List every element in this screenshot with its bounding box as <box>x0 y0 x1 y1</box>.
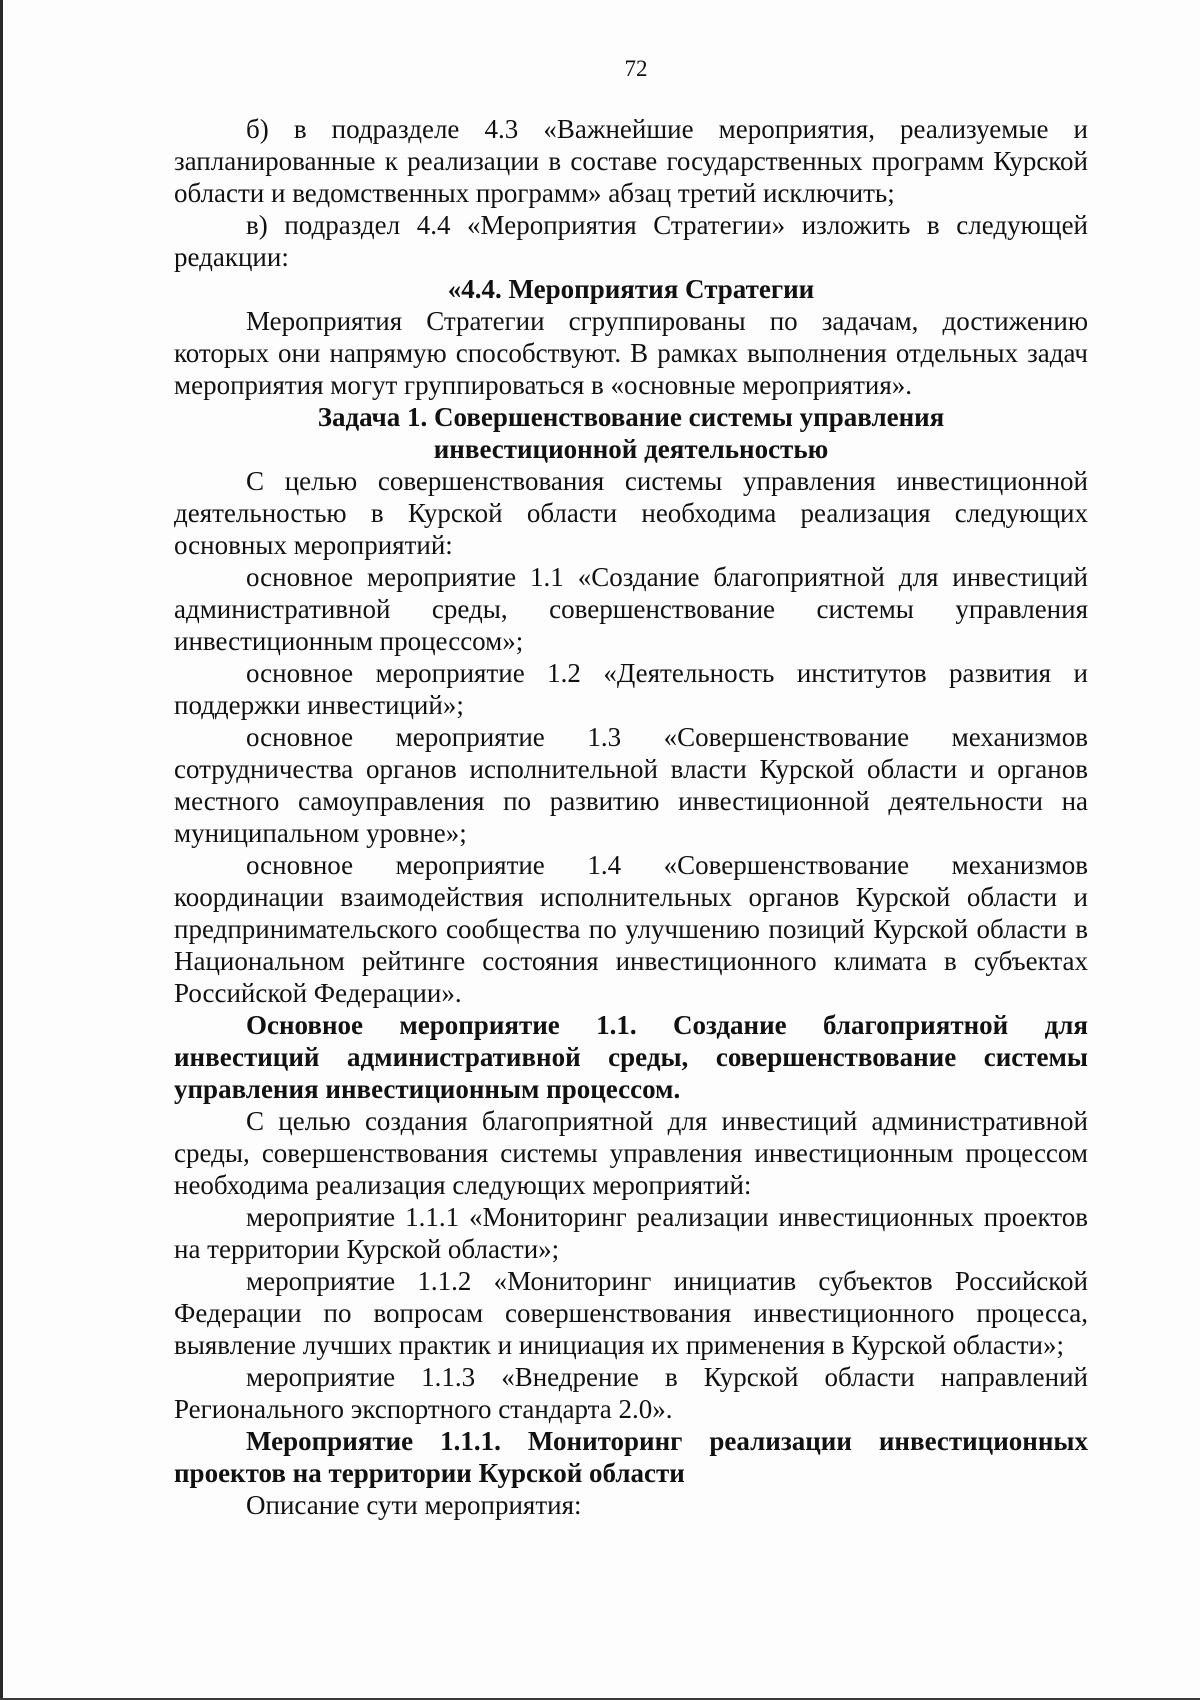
task-1-heading-line-2: инвестиционной деятельностью <box>433 434 829 464</box>
list-item-main-measure-1-4: основное мероприятие 1.4 «Совершенствование механизмов координации взаимодействия исполнительных органов Курской области и предпринимательского сообщества по улучшению позиций Курской области в Национальном рейтинге состояния инвестиционного климата в субъектах Российской Федерации». <box>174 850 1088 1008</box>
paragraph-4-3-exclusion: б) в подразделе 4.3 «Важнейшие мероприятия, реализуемые и запланированные к реализации в составе государственных программ Курской области и ведомственных программ» абзац третий исключить; <box>174 114 1088 208</box>
list-item-main-measure-1-3: основное мероприятие 1.3 «Совершенствование механизмов сотрудничества органов исполнительной власти Курской области и органов местного самоуправления по развитию инвестиционной деятельности на муниципальном уровне»; <box>174 722 1088 848</box>
scan-left-edge <box>0 0 3 1700</box>
paragraph-investment-management-goal: С целью совершенствования системы управления инвестиционной деятельностью в Курской области необходима реализация следующих основных мероприятий: <box>174 466 1088 560</box>
list-item-measure-1-1-1: мероприятие 1.1.1 «Мониторинг реализации инвестиционных проектов на территории Курской области»; <box>174 1202 1088 1264</box>
list-item-measure-1-1-2: мероприятие 1.1.2 «Мониторинг инициатив субъектов Российской Федерации по вопросам совершенствования инвестиционного процесса, выявление лучших практик и инициация их применения в Курской области»; <box>174 1266 1088 1360</box>
list-item-measure-1-1-3: мероприятие 1.1.3 «Внедрение в Курской области направлений Регионального экспортного стандарта 2.0». <box>174 1362 1088 1424</box>
measure-1-1-1-heading: Мероприятие 1.1.1. Мониторинг реализации инвестиционных проектов на территории Курской области <box>174 1426 1088 1488</box>
page-number: 72 <box>624 56 648 81</box>
task-1-heading <box>174 401 1088 465</box>
list-item-main-measure-1-1: основное мероприятие 1.1 «Создание благоприятной для инвестиций административной среды, совершенствование системы управления инвестиционным процессом»; <box>174 562 1088 656</box>
task-1-heading-line-1: Задача 1. Совершенствование системы управления <box>317 402 945 432</box>
measure-description-label: Описание сути мероприятия: <box>246 1490 582 1520</box>
document-body <box>174 113 1088 1521</box>
paragraph-4-4-replacement: в) подраздел 4.4 «Мероприятия Стратегии» изложить в следующей редакции: <box>174 210 1088 272</box>
main-measure-1-1-heading: Основное мероприятие 1.1. Создание благоприятной для инвестиций административной среды, совершенствование системы управления инвестиционным процессом. <box>174 1010 1088 1104</box>
section-heading-4-4: «4.4. Мероприятия Стратегии <box>447 274 815 304</box>
paragraph-strategy-grouping: Мероприятия Стратегии сгруппированы по задачам, достижению которых они напрямую способствуют. В рамках выполнения отдельных задач мероприятия могут группироваться в «основные мероприятия». <box>174 306 1088 400</box>
paragraph-favorable-environment-goal: С целью создания благоприятной для инвестиций административной среды, совершенствования системы управления инвестиционным процессом необходима реализация следующих мероприятий: <box>174 1106 1088 1200</box>
list-item-main-measure-1-2: основное мероприятие 1.2 «Деятельность институтов развития и поддержки инвестиций»; <box>174 658 1088 720</box>
